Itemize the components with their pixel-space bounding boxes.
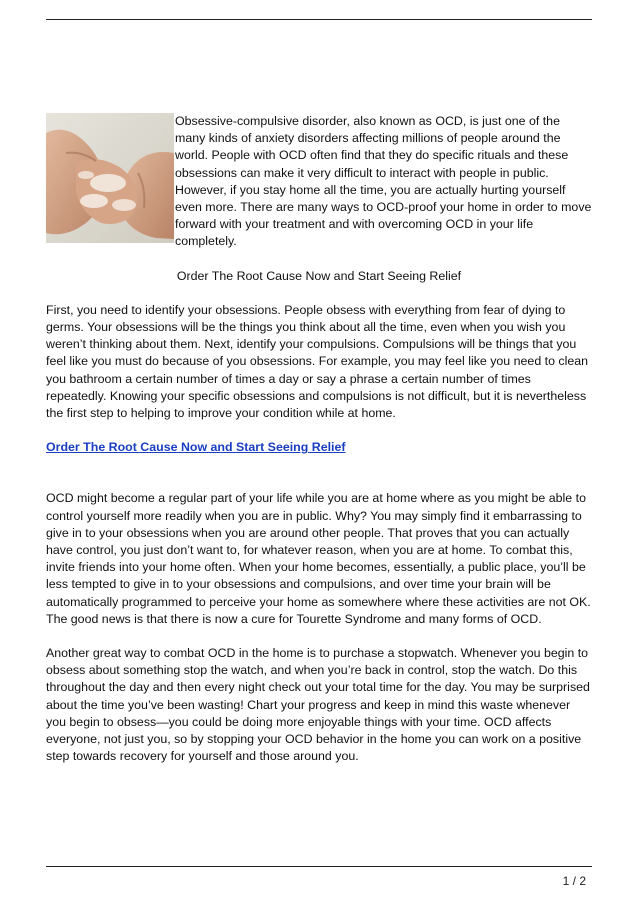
stopwatch-paragraph: Another great way to combat OCD in the home is to purchase a stopwatch. Whenever you begin to obsess about something stop the watch, and when you’re back in control, stop the watch. Do this throughout the day and then every night check out your total time for the day. You may be surprised about the time you’ve been wasting! Chart your progress and keep in mind this waste whenever you begin to obsess—you could be doing more enjoyable things with your time. OCD affects everyone, not just you, so by stopping your OCD behavior in the home you can work on a positive step towards recovery for yourself and those around you. [46, 646, 590, 764]
home-control-paragraph: OCD might become a regular part of your life while you are at home where as you might be able to control yourself more readily when you are in public. Why? You may simply find it embarrassing to give in to your obsessions when you are around other people. That proves that you can actually have control, you just don’t want to, for whatever reason, when you are at home. To combat this, invite friends into your home often. When your home becomes, essentially, a public place, you’ll be less tempted to give in to your obsessions and compulsions, and over time your brain will be automatically programmed to perceive your home as somewhere where these activities are not OK. The good news is that there is now a cure for Tourette Syndrome and many forms of OCD. [46, 491, 591, 626]
hands-washing-photo [46, 113, 174, 243]
intro-paragraph: Obsessive-compulsive disorder, also known as OCD, is just one of the many kinds of anxiety disorders affecting millions of people around the world. People with OCD often find that they do specific rituals and these obsessions can make it very difficult to interact with people in public. However, if you stay home all the time, you are actually hurting yourself even more. There are many ways to OCD-proof your home in order to move forward with your treatment and with overcoming OCD in your life completely. [175, 114, 592, 249]
bottom-rule [46, 866, 592, 867]
order-link[interactable]: Order The Root Cause Now and Start Seeing Relief [46, 440, 346, 455]
document-body [46, 113, 592, 766]
obsessions-paragraph: First, you need to identify your obsessions. People obsess with everything from fear of dying to germs. Your obsessions will be the things you think about all the time, even when you wish you weren’t thinking about them. Next, identify your compulsions. Compulsions will be things that you feel like you must do because of you obsessions. For example, you may feel like you need to clean you bathroom a certain number of times a day or say a phrase a certain number of times repeatedly. Knowing your specific obsessions and compulsions is not difficult, but it is nevertheless the first step to helping to improve your condition while at home. [46, 302, 589, 421]
page-number: 1 / 2 [562, 874, 586, 888]
top-rule [46, 19, 592, 20]
centered-heading: Order The Root Cause Now and Start Seeing Relief [176, 268, 462, 283]
